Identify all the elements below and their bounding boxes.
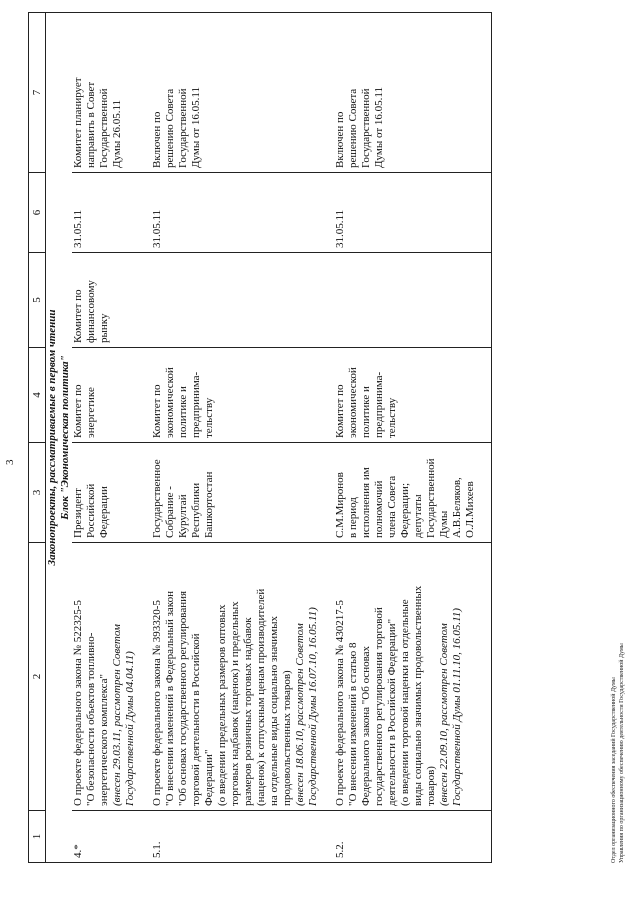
committee-cell <box>72 348 151 443</box>
table-row <box>151 13 334 863</box>
initiator-line: члена Совета <box>386 475 398 538</box>
bill-text-line: деятельности в Российской Федерации" <box>386 618 398 806</box>
row-number-cell <box>72 811 151 863</box>
initiator-cell <box>151 443 334 543</box>
date-cell <box>151 173 334 253</box>
bill-text-line: "О внесении изменений в статью 8 <box>347 642 359 806</box>
date-cell <box>72 173 151 253</box>
committee-line: Комитет по <box>334 384 346 438</box>
table-row <box>72 13 151 863</box>
initiator-line: в период <box>347 497 359 538</box>
status-line: Включен по <box>334 111 346 168</box>
co-committee-line: Комитет по <box>72 289 84 343</box>
bill-text-line: (наценок) к отпускным ценам производителей <box>255 588 267 806</box>
bill-text-line: торговой деятельности в Российской <box>190 633 202 806</box>
co-committee-cell <box>334 253 492 348</box>
row-number: 5.1. <box>151 841 163 858</box>
column-header: 1 <box>29 811 46 863</box>
initiator-line: Республики <box>190 482 202 538</box>
co-committee-line: финансовому <box>85 280 97 343</box>
bill-text-line: энергетического комплекса" <box>98 673 110 806</box>
status-line: направить в Совет <box>85 81 97 168</box>
bill-text-line: О проекте федерального закона № 522325-5 <box>72 600 84 806</box>
bill-note-line: (внесен 29.03.11, рассмотрен Советом <box>111 624 123 806</box>
initiator-line: Федерации; <box>399 482 411 538</box>
bill-text-line: (о введении предельных размеров оптовых <box>216 604 228 806</box>
initiator-line: полномочий <box>373 480 385 538</box>
committee-cell <box>151 348 334 443</box>
column-header: 3 <box>29 443 46 543</box>
initiator-line: Государственное <box>151 459 163 538</box>
status-cell <box>334 13 492 173</box>
status-line: Думы 26.05.11 <box>111 99 123 168</box>
block-title: Блок "Экономическая политика" <box>59 13 72 863</box>
status-line: Государственной <box>177 88 189 168</box>
bill-text-line: "О безопасности объектов топливно- <box>85 632 97 806</box>
column-header: 7 <box>29 13 46 173</box>
bill-note-line: Государственной Думы 01.11.10, 16.05.11) <box>451 608 463 806</box>
committee-line: тельству <box>203 397 215 438</box>
bill-cell <box>334 543 492 811</box>
initiator-line: Федерации <box>98 486 110 538</box>
column-header-row <box>29 13 46 863</box>
bill-cell <box>72 543 151 811</box>
bill-note-line: Государственной Думы 16.07.10, 16.05.11) <box>307 607 319 806</box>
bill-text-line: государственного регулирования торговой <box>373 607 385 806</box>
co-committee-cell <box>72 253 151 348</box>
row-number-cell <box>151 811 334 863</box>
initiator-line: Думы <box>438 510 450 538</box>
column-header: 5 <box>29 253 46 348</box>
co-committee-cell <box>151 253 334 348</box>
footer-line: Управления по организационному обеспечению деятельности Государственной Думы <box>619 643 625 863</box>
bill-text-line: О проекте федерального закона № 430217-5 <box>334 600 346 806</box>
committee-line: предпринима- <box>190 371 202 438</box>
row-number: 5.2. <box>334 841 346 858</box>
initiator-cell <box>72 443 151 543</box>
status-line: Комитет планирует <box>72 77 84 168</box>
status-cell <box>72 13 151 173</box>
agenda-table <box>28 12 492 863</box>
initiator-line: Башкортостан <box>203 471 215 538</box>
section-title: Законопроекты, рассматриваемые в первом чтении <box>46 13 60 863</box>
bill-text-line: "О внесении изменений в Федеральный закон <box>164 591 176 806</box>
committee-line: предпринима- <box>373 371 385 438</box>
bill-text-line: О проекте федерального закона № 393320-5 <box>151 600 163 806</box>
committee-line: политике и <box>177 386 189 438</box>
initiator-line: Собрание - Курултай <box>164 486 189 538</box>
bill-text-line: виды социально значимых продовольственных <box>412 585 424 806</box>
footer-line: Отдел организационного обеспечения заседаний Государственной Думы <box>611 677 617 863</box>
initiator-cell <box>334 443 492 543</box>
status-line: Государственной <box>98 88 110 168</box>
initiator-line: Президент <box>72 488 84 538</box>
row-number-cell <box>334 811 492 863</box>
co-committee-line: рынку <box>98 313 110 343</box>
initiator-line: С.М.Миронов <box>334 472 346 538</box>
status-line: решению Совета <box>164 88 176 168</box>
bill-text-line: "Об основах государственного регулирования <box>177 590 189 806</box>
footer <box>610 643 626 863</box>
committee-line: политике и <box>360 386 372 438</box>
table-row <box>334 13 492 863</box>
bill-text-line: размеров розничных торговых надбавок <box>242 617 254 806</box>
status-cell <box>151 13 334 173</box>
committee-line: тельству <box>386 397 398 438</box>
date-value: 31.05.11 <box>72 209 84 248</box>
initiator-line: О.Л.Михеев <box>464 481 476 538</box>
bill-text-line: товаров) <box>425 766 437 806</box>
committee-cell <box>334 348 492 443</box>
status-line: решению Совета <box>347 88 359 168</box>
initiator-line: Государственной <box>425 458 437 538</box>
date-value: 31.05.11 <box>151 209 163 248</box>
committee-line: экономической <box>347 367 359 438</box>
bill-text-line: на отдельные виды социально значимых <box>268 616 280 806</box>
bill-text-line: Федерации" <box>203 749 215 806</box>
status-line: Государственной <box>360 88 372 168</box>
bill-text-line: продовольственных товаров) <box>281 670 293 806</box>
column-header: 2 <box>29 543 46 811</box>
initiator-line: Российской <box>85 483 97 538</box>
row-number: 4.* <box>72 844 84 858</box>
committee-line: Комитет по <box>151 384 163 438</box>
status-line: Думы от 16.05.11 <box>373 87 385 168</box>
status-line: Включен по <box>151 111 163 168</box>
column-header: 6 <box>29 173 46 253</box>
date-cell <box>334 173 492 253</box>
bill-text-line: Федерального закона "Об основах <box>360 645 372 806</box>
column-header: 4 <box>29 348 46 443</box>
bill-text-line: торговых надбавок (наценок) и предельных <box>229 601 241 806</box>
initiator-line: депутаты <box>412 494 424 538</box>
committee-line: Комитет по <box>72 384 84 438</box>
bill-cell <box>151 543 334 811</box>
bill-note-line: (внесен 18.06.10, рассмотрен Советом <box>294 623 306 806</box>
status-line: Думы от 16.05.11 <box>190 87 202 168</box>
initiator-line: А.В.Беляков, <box>451 477 463 538</box>
committee-line: энергетике <box>85 387 97 438</box>
bill-note-line: Государственной Думы 04.04.11) <box>124 651 136 806</box>
bill-note-line: (внесен 22.09.10, рассмотрен Советом <box>438 623 450 806</box>
committee-line: экономической <box>164 367 176 438</box>
bill-text-line: (о введении торговой наценки на отдельные <box>399 599 411 806</box>
initiator-line: исполнения им <box>360 467 372 538</box>
date-value: 31.05.11 <box>334 209 346 248</box>
page-number: 3 <box>4 459 16 465</box>
